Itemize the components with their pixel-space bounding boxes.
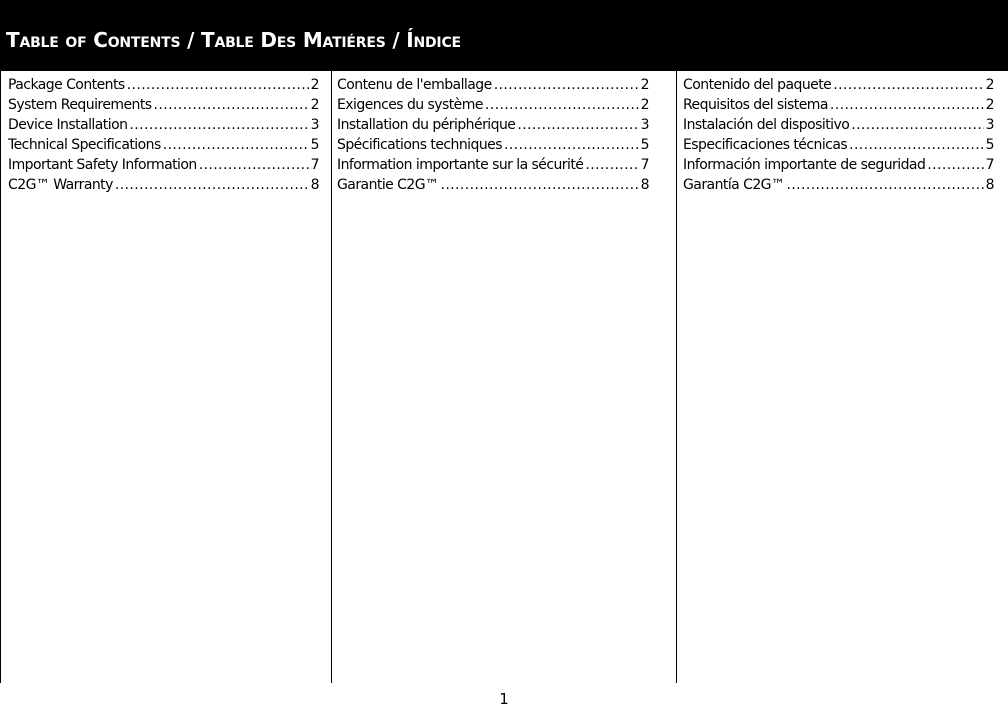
toc-entry-page: 5 [640, 137, 649, 153]
dot-leader [851, 115, 983, 135]
toc-column-english [0, 71, 332, 683]
toc-entry-page: 5 [310, 137, 319, 153]
dot-leader [115, 175, 309, 195]
page-title: Table of Contents / Table Des Matiéres / Índice [6, 28, 461, 52]
toc-entry[interactable] [8, 175, 319, 195]
toc-entry-label: Garantie C2G™ [337, 177, 439, 193]
toc-entry[interactable] [337, 115, 649, 135]
dot-leader [833, 75, 983, 95]
toc-entry-label: Technical Specifications [8, 137, 161, 153]
dot-leader [154, 95, 309, 115]
dot-leader [849, 135, 984, 155]
header-bar [0, 0, 1008, 71]
toc-entry[interactable] [337, 75, 649, 95]
toc-column-french [331, 71, 677, 683]
toc-entry-label: Especificaciones técnicas [683, 137, 848, 153]
dot-leader [786, 175, 983, 195]
toc-entry-label: Important Safety Information [8, 157, 197, 173]
toc-entry[interactable] [8, 95, 319, 115]
toc-entry-label: Exigences du système [337, 97, 483, 113]
toc-entry-page: 5 [985, 137, 994, 153]
toc-entry[interactable] [337, 175, 649, 195]
dot-leader [585, 155, 638, 175]
toc-entry-page: 2 [640, 77, 649, 93]
toc-entry[interactable] [683, 95, 994, 115]
toc-entry-page: 7 [985, 157, 994, 173]
toc-entry-label: Contenu de l'emballage [337, 77, 492, 93]
toc-entry-page: 2 [985, 77, 994, 93]
toc-entry-page: 7 [640, 157, 649, 173]
toc-entry-label: Information importante sur la sécurité [337, 157, 584, 173]
toc-entry-page: 2 [310, 97, 319, 113]
toc-entry-label: Garantía C2G™ [683, 177, 785, 193]
toc-entry[interactable] [683, 175, 994, 195]
toc-entry-label: System Requirements [8, 97, 152, 113]
toc-entry-label: Spécifications techniques [337, 137, 502, 153]
toc-entry[interactable] [337, 155, 649, 175]
toc-entry-page: 3 [640, 117, 649, 133]
toc-entry-label: Package Contents [8, 77, 125, 93]
dot-leader [485, 95, 639, 115]
toc-entry[interactable] [683, 75, 994, 95]
toc-entry-label: Información importante de seguridad [683, 157, 926, 173]
toc-entry-page: 2 [310, 77, 319, 93]
dot-leader [517, 115, 638, 135]
toc-entry-label: Contenido del paquete [683, 77, 832, 93]
dot-leader [127, 75, 309, 95]
dot-leader [494, 75, 639, 95]
dot-leader [504, 135, 639, 155]
toc-entry[interactable] [683, 135, 994, 155]
toc-entry-label: Device Installation [8, 117, 128, 133]
toc-entry[interactable] [8, 75, 319, 95]
toc-entry[interactable] [337, 135, 649, 155]
toc-entry[interactable] [8, 135, 319, 155]
dot-leader [927, 155, 983, 175]
toc-entry-label: C2G™ Warranty [8, 177, 113, 193]
toc-entry[interactable] [8, 115, 319, 135]
dot-leader [830, 95, 984, 115]
toc-entry-page: 7 [310, 157, 319, 173]
toc-entry-page: 8 [640, 177, 649, 193]
toc-entry-label: Instalación del dispositivo [683, 117, 850, 133]
dot-leader [199, 155, 309, 175]
toc-entry-label: Installation du périphérique [337, 117, 516, 133]
toc-entry[interactable] [337, 95, 649, 115]
dot-leader [163, 135, 309, 155]
toc-entry-page: 8 [985, 177, 994, 193]
toc-entry-page: 2 [985, 97, 994, 113]
dot-leader [129, 115, 308, 135]
toc-entry-label: Requisitos del sistema [683, 97, 828, 113]
toc-entry[interactable] [683, 155, 994, 175]
toc-entry-page: 8 [310, 177, 319, 193]
page-number: 1 [499, 690, 509, 708]
toc-entry-page: 3 [310, 117, 319, 133]
toc-entry-page: 3 [985, 117, 994, 133]
toc-column-spanish [676, 71, 1008, 683]
toc-entry[interactable] [683, 115, 994, 135]
toc-entry-page: 2 [640, 97, 649, 113]
dot-leader [440, 175, 638, 195]
toc-entry[interactable] [8, 155, 319, 175]
